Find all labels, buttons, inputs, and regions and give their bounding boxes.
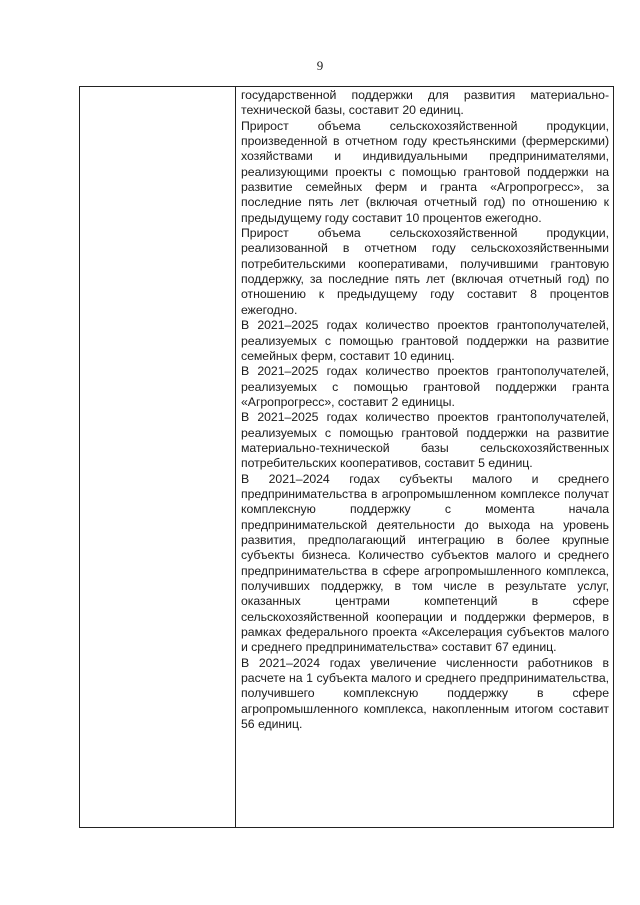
paragraph: Прирост объема сельскохозяйственной продукции, реализованной в отчетном году сельскохозяйственными потребительскими кооперативами, получившими грантовую поддержку, за последние пять лет (включая отчетный год) по отношению к предыдущему году составит 8 процентов ежегодно.: [241, 226, 609, 317]
paragraph: В 2021–2025 годах количество проектов грантополучателей, реализуемых с помощью грантовой поддержки гранта «Агропрогресс», составит 2 единицы.: [241, 364, 609, 409]
table-right-column: [236, 87, 613, 827]
paragraph: государственной поддержки для развития материально-технической базы, составит 20 единиц.: [241, 88, 609, 118]
page-number: 9: [316, 58, 324, 73]
paragraph: В 2021–2025 годах количество проектов грантополучателей, реализуемых с помощью грантовой поддержки на развитие семейных ферм, составит 10 единиц.: [241, 318, 609, 363]
paragraph: В 2021–2024 годах субъекты малого и среднего предпринимательства в агропромышленном комплексе получат комплексную поддержку с момента начала предпринимательской деятельности до выхода на уровень развития, предполагающий интеграцию в более крупные субъекты бизнеса. Количество субъектов малого и среднего предпринимательства в сфере агропромышленного комплекса, получивших поддержку, в том числе в результате услуг, оказанных центрами компетенций в сфере сельскохозяйственной кооперации и поддержки фермеров, в рамках федерального проекта «Акселерация субъектов малого и среднего предпринимательства» составит 67 единиц.: [241, 471, 609, 655]
paragraph: Прирост объема сельскохозяйственной продукции, произведенной в отчетном году крестьянскими (фермерскими) хозяйствами и индивидуальными предпринимателями, реализующими проекты с помощью грантовой поддержки на развитие семейных ферм и гранта «Агропрогресс», за последние пять лет (включая отчетный год) по отношению к предыдущему году составит 10 процентов ежегодно.: [241, 118, 609, 225]
table-left-column: [80, 87, 236, 827]
document-table: [79, 86, 614, 828]
paragraph: В 2021–2024 годах увеличение численности работников в расчете на 1 субъекта малого и среднего предпринимательства, получившего комплексную поддержку в сфере агропромышленного комплекса, накопленным итогом составит 56 единиц.: [241, 655, 609, 732]
paragraph: В 2021–2025 годах количество проектов грантополучателей, реализуемых с помощью грантовой поддержки на развитие материально-технической базы сельскохозяйственных потребительских кооперативов, составит 5 единиц.: [241, 410, 609, 471]
